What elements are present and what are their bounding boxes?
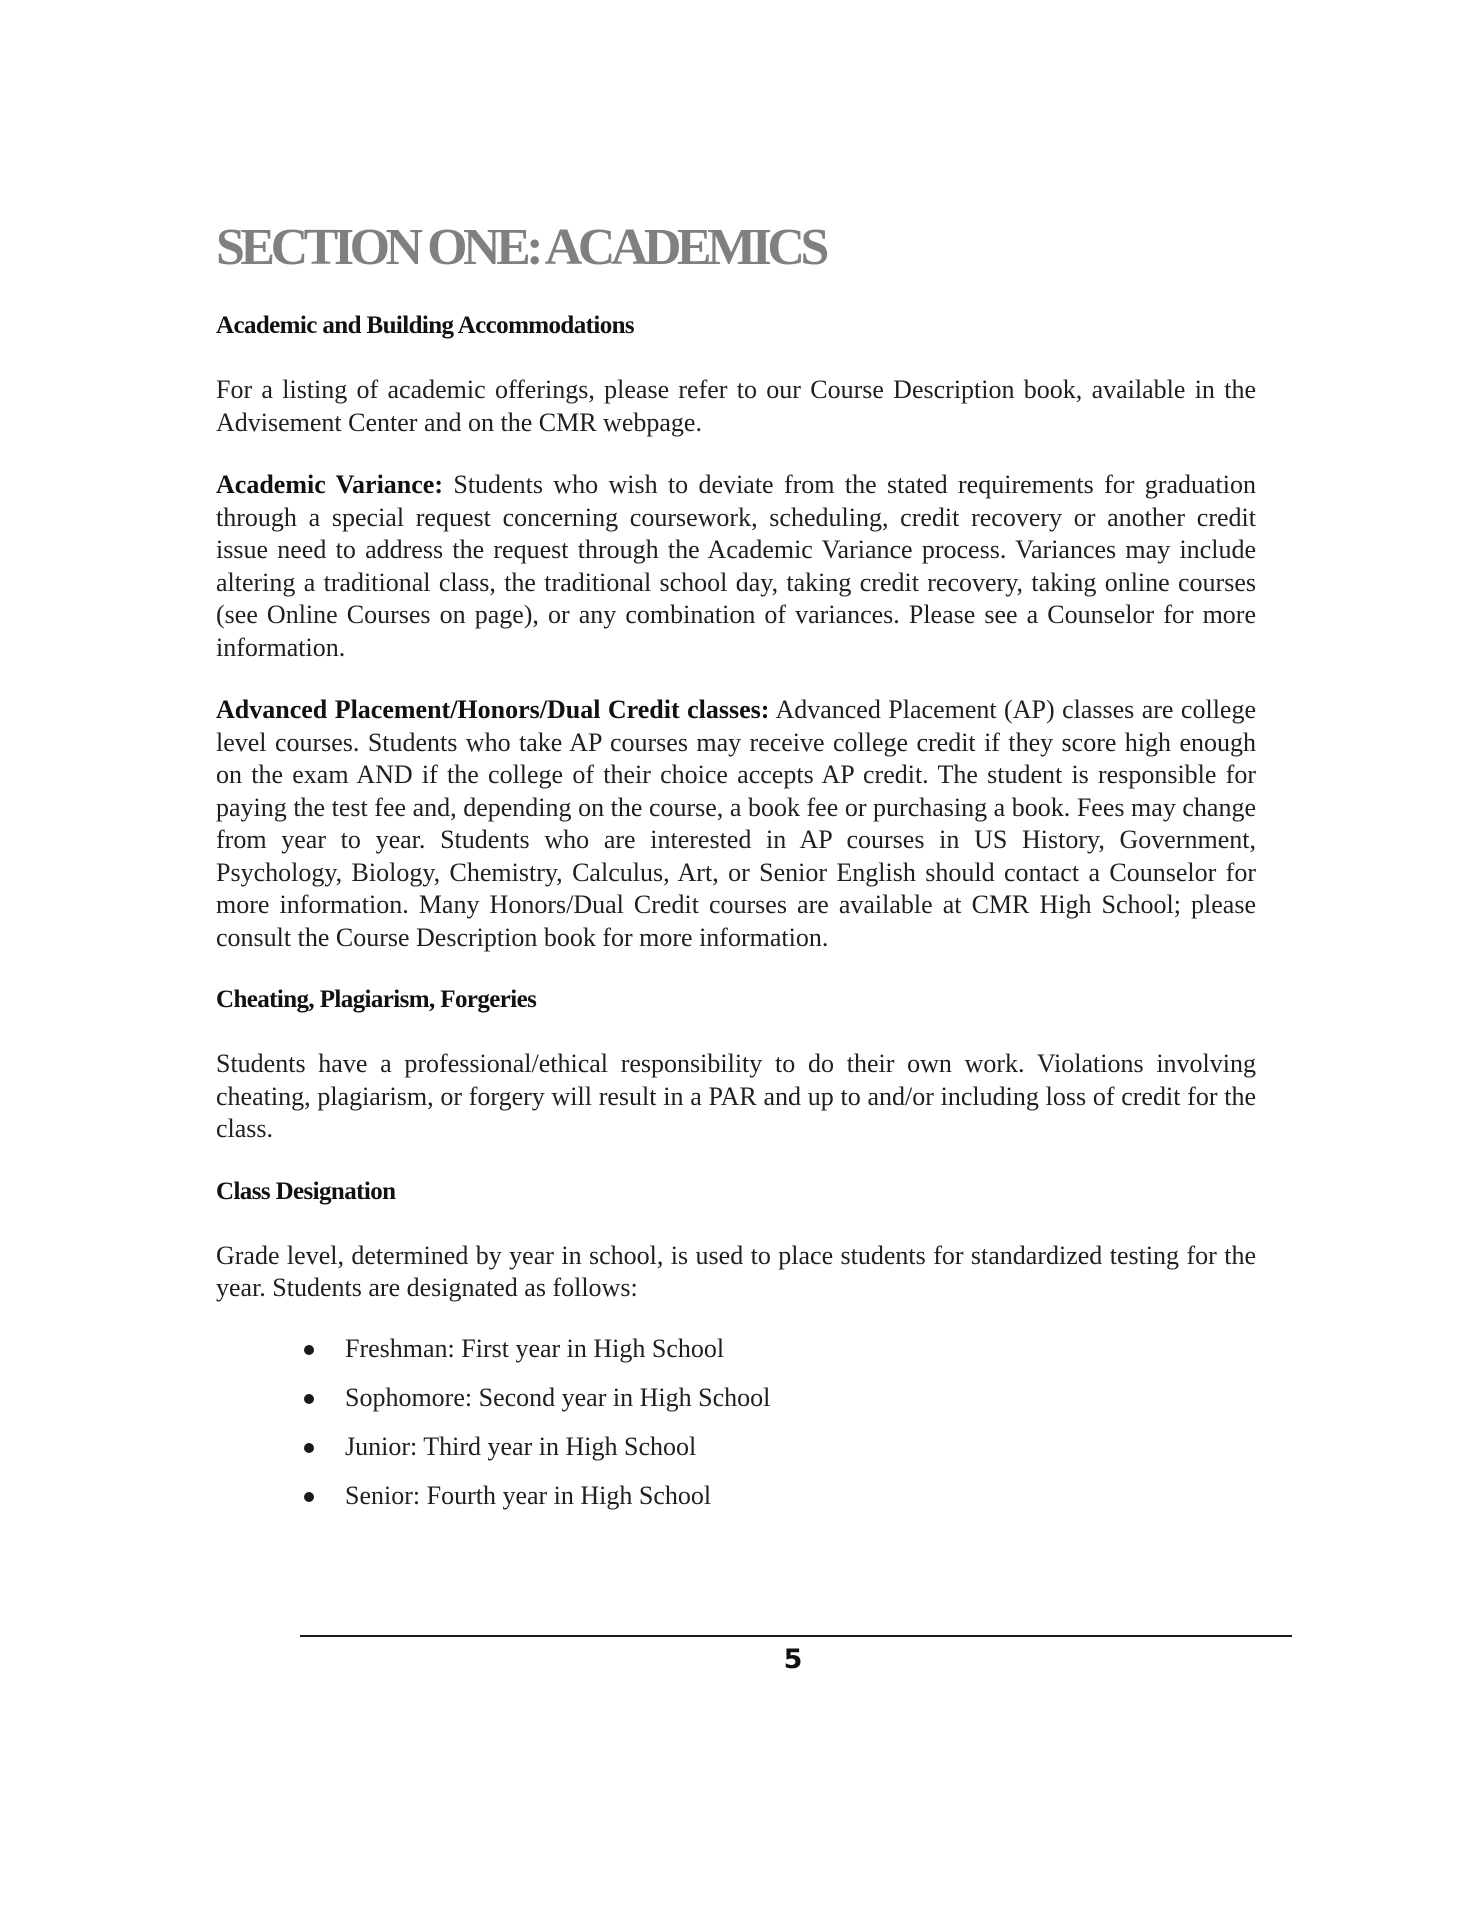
list-item-text: Sophomore: Second year in High School	[345, 1382, 771, 1412]
cheating-heading: Cheating, Plagiarism, Forgeries	[216, 986, 537, 1013]
class-designation-heading: Class Designation	[216, 1177, 396, 1205]
list-item-text: Senior: Fourth year in High School	[345, 1480, 712, 1510]
accommodations-heading: Academic and Building Accommodations	[216, 312, 635, 339]
page-content	[216, 216, 1256, 1529]
designation-list	[216, 1333, 1256, 1512]
academic-variance-paragraph	[216, 469, 1256, 664]
academic-variance-lead: Academic Variance:	[216, 470, 443, 499]
cheating-text: Students have a professional/ethical responsibility to do their own work. Violations involving cheating, plagiarism, or forgery will result in a PAR and up to and/or including loss of credit for the class.	[216, 1049, 1256, 1143]
bullet-icon	[304, 1345, 314, 1355]
list-item-text: Junior: Third year in High School	[345, 1431, 697, 1461]
bullet-icon	[304, 1443, 314, 1453]
list-item	[304, 1480, 1256, 1512]
advanced-placement-lead: Advanced Placement/Honors/Dual Credit classes:	[216, 695, 770, 724]
bullet-icon	[304, 1492, 314, 1502]
advanced-placement-text: Advanced Placement (AP) classes are college level courses. Students who take AP courses may receive college credit if they score high enough on the exam AND if the college of their choice accepts AP credit. The student is responsible for paying the test fee and, depending on the course, a book fee or purchasing a book. Fees may change from year to year. Students who are interested in AP courses in US History, Government, Psychology, Biology, Chemistry, Calculus, Art, or Senior English should contact a Counselor for more information. Many Honors/Dual Credit courses are available at CMR High School; please consult the Course Description book for more information.	[216, 695, 1256, 952]
list-item	[304, 1431, 1256, 1463]
accommodations-text: For a listing of academic offerings, please refer to our Course Description book, available in the Advisement Center and on the CMR webpage.	[216, 375, 1256, 437]
page-number: 5	[783, 1644, 803, 1675]
advanced-placement-paragraph	[216, 694, 1256, 954]
footer-rule	[300, 1635, 1292, 1637]
list-item	[304, 1333, 1256, 1365]
academic-variance-text: Students who wish to deviate from the stated requirements for graduation through a special request concerning coursework, scheduling, credit recovery or another credit issue need to address the request through the Academic Variance process. Variances may include altering a traditional class, the traditional school day, taking credit recovery, taking online courses (see Online Courses on page), or any combination of variances. Please see a Counselor for more information.	[216, 470, 1256, 662]
list-item-text: Freshman: First year in High School	[345, 1333, 725, 1363]
list-item	[304, 1382, 1256, 1414]
class-designation-text: Grade level, determined by year in school, is used to place students for standardized testing for the year. Students are designated as follows:	[216, 1240, 1256, 1302]
bullet-icon	[304, 1394, 314, 1404]
section-title: SECTION ONE: ACADEMICS	[216, 219, 825, 276]
